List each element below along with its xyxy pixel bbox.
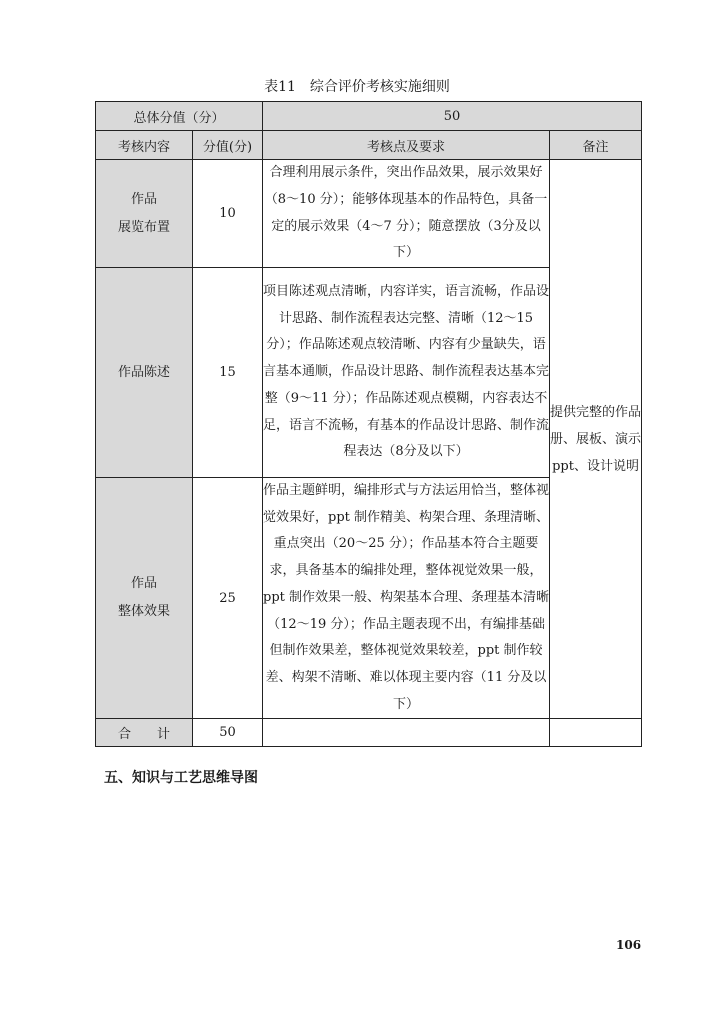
row-item-line: 作品陈述	[117, 364, 170, 380]
row-item	[96, 478, 193, 719]
row-item-line: 整体效果	[117, 604, 170, 620]
row-item-line: 作品	[130, 576, 157, 592]
row-requirement: 项目陈述观点清晰，内容详实，语言流畅，作品设计思路、制作流程表达完整、清晰（12～15 分）；作品陈述观点较清晰、内容有少量缺失，语言基本通顺，作品设计思路、制作流程表达基本完整（9～11 分）；作品陈述观点模糊，内容表达不足，语言不流畅，有基本的作品设计思路、制作流程表达（8分及以下）	[263, 268, 550, 478]
table-row	[96, 160, 642, 268]
header-requirement: 考核点及要求	[263, 131, 550, 160]
evaluation-table	[95, 101, 642, 747]
row-item-line: 作品	[130, 191, 157, 207]
total-score-label: 总体分值（分）	[96, 102, 263, 131]
table-header-row	[96, 131, 642, 160]
header-content: 考核内容	[96, 131, 193, 160]
row-item	[96, 160, 193, 268]
total-score: 50	[193, 719, 263, 747]
row-score: 10	[193, 160, 263, 268]
row-score: 15	[193, 268, 263, 478]
section-heading: 五、知识与工艺思维导图	[104, 770, 258, 786]
total-note-empty	[550, 719, 642, 747]
table-summary-row	[96, 102, 642, 131]
row-requirement: 作品主题鲜明，编排形式与方法运用恰当，整体视觉效果好，ppt 制作精美、构架合理、条理清晰、重点突出（20～25 分）；作品基本符合主题要求，具备基本的编排处理，整体视觉效果一般，ppt 制作效果一般、构架基本合理、条理基本清晰（12～19 分）；作品主题表现不出，有编排基础但制作效果差，整体视觉效果较差，ppt 制作较差、构架不清晰、难以体现主要内容（11 分及以下）	[263, 478, 550, 719]
table-caption: 表11 综合评价考核实施细则	[264, 79, 450, 95]
header-note: 备注	[550, 131, 642, 160]
row-item-line: 展览布置	[117, 219, 170, 235]
page-number: 106	[616, 938, 642, 952]
table-total-row	[96, 719, 642, 747]
total-score-value: 50	[263, 102, 642, 131]
total-requirement-empty	[263, 719, 550, 747]
total-label: 合 计	[96, 719, 193, 747]
row-score: 25	[193, 478, 263, 719]
header-score: 分值(分)	[193, 131, 263, 160]
row-requirement: 合理利用展示条件，突出作品效果，展示效果好（8～10 分）；能够体现基本的作品特色，具备一定的展示效果（4～7 分）；随意摆放（3分及以下）	[263, 160, 550, 268]
note-cell: 提供完整的作品册、展板、演示ppt、设计说明	[550, 160, 642, 719]
row-item	[96, 268, 193, 478]
